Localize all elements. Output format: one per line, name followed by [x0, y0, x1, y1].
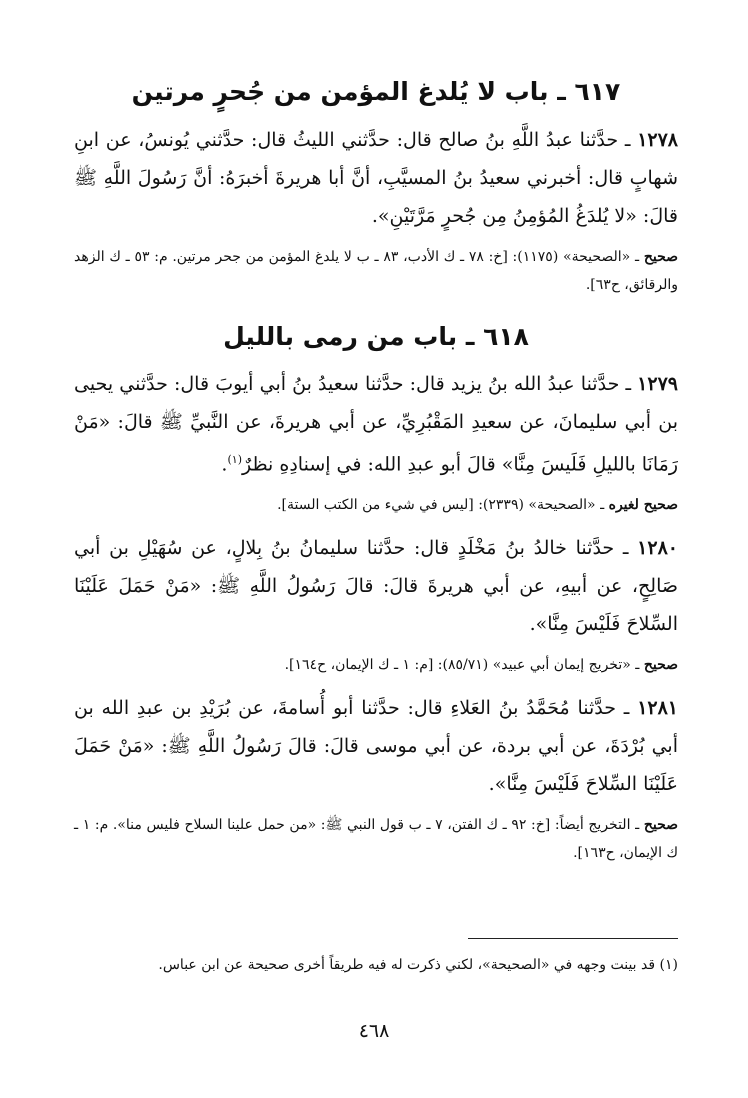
hadith-1281: [74, 689, 678, 803]
chapter-heading-618: ٦١٨ ـ باب من رمى بالليل: [223, 321, 529, 351]
grade-label: صحيح: [643, 248, 678, 265]
hadith-text-end: .: [221, 453, 228, 476]
hadith-text: ـ حدَّثنا خالدُ بنُ مَخْلَدٍ قال: حدَّثنا سليمانُ بنُ بِلالٍ، عن سُهَيْلِ بن أبي صَالِحٍ، عن أبيهِ، عن أبي هريرةَ قالَ: قالَ رَسُولُ اللَّهِ ﷺ: «مَنْ حَمَلَ عَلَيْنَا السِّلاحَ فَلَيْسَ مِنَّا».: [74, 537, 678, 636]
grade-note: ـ «الصحيحة» (١١٧٥): [خ: ٧٨ ـ ك الأدب، ٨٣ ـ ب لا يلدغ المؤمن من جحر مرتين. م: ٥٣ ـ ك الزهد والرقائق، ح٦٣].: [74, 248, 678, 293]
footnote: [74, 950, 678, 980]
grade-note: ـ «الصحيحة» (٢٣٣٩): [ليس في شيء من الكتب الستة].: [277, 497, 605, 514]
hadith-1280: [74, 529, 678, 643]
hadith-number: ١٢٧٩: [637, 373, 678, 395]
hadith-text: ـ حدَّثنا عبدُ الله بنُ يزيد قال: حدَّثنا سعيدُ بنُ أبي أيوبَ قال: حدَّثني يحيى بن أبي سليمانَ، عن سعيدِ المَقْبُرِيِّ، عن أبي هريرةَ، عن النَّبيِّ ﷺ قالَ: «مَنْ رَمَانَا بالليلِ فَلَيسَ مِنَّا» قالَ أبو عبدِ الله: في إسنادِهِ نظرٌ: [74, 373, 678, 476]
chapter-heading-617: ٦١٧ ـ باب لا يُلدغ المؤمن من جُحرٍ مرتين: [131, 77, 621, 106]
hadith-text: ـ حدَّثنا عبدُ اللَّهِ بنُ صالح قال: حدَّثني الليثُ قال: حدَّثني يُونسُ، عن ابنِ شهابٍ قال: أخبرني سعيدُ بنُ المسيَّبِ، أنَّ أبا هريرةَ أخبرَهُ: أنَّ رَسُولَ اللَّهِ ﷺ قالَ: «لا يُلدَغُ المُؤمِنُ مِن جُحرٍ مَرَّتَيْنِ».: [74, 128, 678, 227]
hadith-1280-grading: [74, 651, 678, 679]
hadith-number: ١٢٨١: [637, 697, 679, 720]
hadith-number: ١٢٨٠: [637, 537, 678, 560]
hadith-1278-grading: [74, 243, 678, 299]
footnote-divider: [468, 938, 678, 939]
page-number: ٤٦٨: [358, 1020, 390, 1042]
grade-label: صحيح لغيره: [608, 497, 678, 514]
footnote-reference[interactable]: (١): [227, 453, 242, 466]
grade-label: صحيح: [643, 817, 678, 834]
hadith-1278: [74, 121, 678, 235]
hadith-1279-grading: [74, 491, 678, 519]
hadith-1281-grading: [74, 811, 678, 867]
hadith-number: ١٢٧٨: [637, 128, 679, 151]
footnote-marker: (١): [659, 957, 678, 973]
footnote-text: قد بينت وجهه في «الصحيحة»، لكني ذكرت له فيه طريقاً أخرى صحيحة عن ابن عباس.: [158, 957, 656, 973]
hadith-text: ـ حدَّثنا مُحَمَّدُ بنُ العَلاءِ قال: حدَّثنا أبو أُسامةَ، عن بُرَيْدِ بن عبدِ الله بن أبي بُرْدَةَ، عن أبي بردة، عن أبي موسى قالَ: قالَ رَسُولُ اللَّهِ ﷺ: «مَنْ حَمَلَ عَلَيْنَا السِّلاحَ فَلَيْسَ مِنَّا».: [74, 697, 678, 796]
hadith-1279: [74, 365, 678, 483]
grade-label: صحيح: [643, 657, 678, 674]
grade-note: ـ «تخريج إيمان أبي عبيد» (٨٥/٧١): [م: ١ ـ ك الإيمان، ح١٦٤].: [284, 657, 640, 674]
grade-note: ـ التخريج أيضاً: [خ: ٩٢ ـ ك الفتن، ٧ ـ ب قول النبي ﷺ: «من حمل علينا السلاح فليس منا». م: ١ ـ ك الإيمان، ح١٦٣].: [74, 817, 678, 862]
